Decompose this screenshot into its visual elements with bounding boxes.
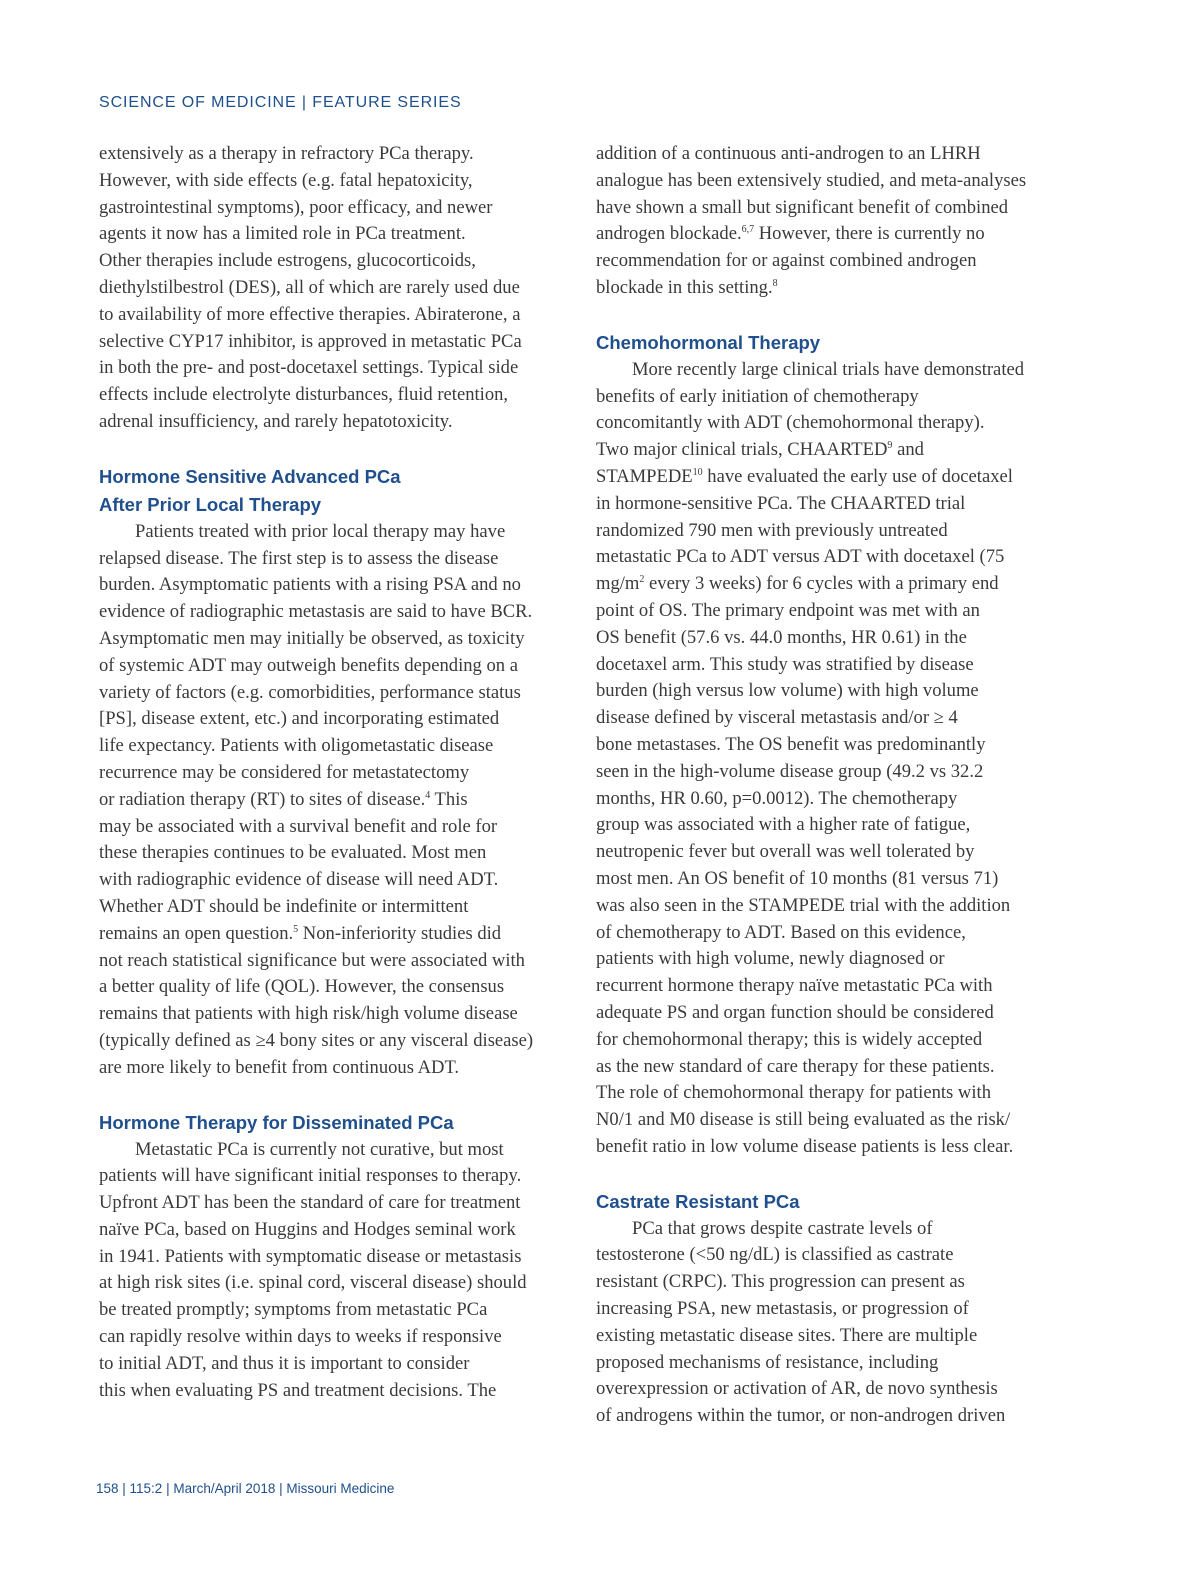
left-column	[99, 141, 575, 1404]
text-line: evidence of radiographic metastasis are said to have BCR.	[99, 601, 533, 623]
text-line: naïve PCa, based on Huggins and Hodges seminal work	[99, 1218, 516, 1240]
text-line: Other therapies include estrogens, glucocorticoids,	[99, 250, 476, 272]
citation-sup: 5	[293, 923, 299, 935]
text-line	[596, 571, 1072, 598]
text-line: point of OS. The primary endpoint was met with an	[596, 599, 980, 621]
text-line: adequate PS and organ function should be considered	[596, 1001, 994, 1023]
chemohormonal-paragraph	[596, 357, 1072, 1161]
spacer	[99, 1082, 575, 1109]
text-line: can rapidly resolve within days to weeks if responsive	[99, 1326, 502, 1348]
text-line: not reach statistical significance but were associated with	[99, 949, 525, 971]
hormone-sensitive-paragraph	[99, 519, 575, 1082]
text-line: increasing PSA, new metastasis, or progression of	[596, 1298, 969, 1320]
page-footer: 158 | 115:2 | March/April 2018 | Missouri Medicine	[96, 1481, 395, 1496]
text-line: this when evaluating PS and treatment decisions. The	[99, 1379, 497, 1401]
text-line: agents it now has a limited role in PCa treatment.	[99, 223, 466, 245]
text-line: metastatic PCa to ADT versus ADT with docetaxel (75	[596, 546, 1005, 568]
text-segment: and	[892, 439, 924, 461]
text-line: group was associated with a higher rate of fatigue,	[596, 814, 971, 836]
text-line: More recently large clinical trials have demonstrated	[632, 358, 1025, 380]
text-segment: Two major clinical trials, CHAARTED	[596, 439, 888, 461]
text-line: proposed mechanisms of resistance, including	[596, 1351, 939, 1373]
text-line: OS benefit (57.6 vs. 44.0 months, HR 0.61) in the	[596, 626, 967, 648]
text-line: effects include electrolyte disturbances, fluid retention,	[99, 384, 509, 406]
text-segment: or radiation therapy (RT) to sites of disease.	[99, 788, 426, 810]
text-segment: blockade in this setting.	[596, 276, 773, 298]
superscript: 2	[639, 573, 645, 585]
section-heading-hormone-sensitive: Hormone Sensitive Advanced PCa	[99, 465, 401, 487]
text-line: [PS], disease extent, etc.) and incorporating estimated	[99, 708, 500, 730]
text-line: Asymptomatic men may initially be observed, as toxicity	[99, 627, 525, 649]
castrate-resistant-paragraph	[596, 1216, 1072, 1430]
text-segment: remains an open question.	[99, 922, 294, 944]
text-line: gastrointestinal symptoms), poor efficacy, and newer	[99, 196, 493, 218]
text-line: burden. Asymptomatic patients with a rising PSA and no	[99, 574, 521, 596]
disseminated-paragraph	[99, 1137, 575, 1405]
text-line: patients will have significant initial responses to therapy.	[99, 1165, 522, 1187]
spacer	[596, 302, 1072, 329]
text-line: (typically defined as ≥4 bony sites or any visceral disease)	[99, 1029, 534, 1051]
text-line: selective CYP17 inhibitor, is approved in metastatic PCa	[99, 330, 522, 352]
text-segment: mg/m	[596, 573, 640, 595]
text-line: However, with side effects (e.g. fatal hepatoxicity,	[99, 169, 473, 191]
text-line: seen in the high-volume disease group (49.2 vs 32.2	[596, 760, 984, 782]
text-line: at high risk sites (i.e. spinal cord, visceral disease) should	[99, 1272, 527, 1294]
text-line: testosterone (<50 ng/dL) is classified as castrate	[596, 1244, 954, 1266]
section-heading-chemohormonal: Chemohormonal Therapy	[596, 331, 821, 353]
text-line: disease defined by visceral metastasis and/or ≥ 4	[596, 707, 958, 729]
running-header: SCIENCE OF MEDICINE | FEATURE SERIES	[99, 94, 462, 111]
text-line: for chemohormonal therapy; this is widely accepted	[596, 1028, 983, 1050]
text-line: months, HR 0.60, p=0.0012). The chemotherapy	[596, 787, 958, 809]
text-line: recommendation for or against combined androgen	[596, 250, 977, 272]
text-segment: every 3 weeks) for 6 cycles with a primary end	[644, 573, 999, 595]
text-line: remains that patients with high risk/high volume disease	[99, 1003, 518, 1025]
text-line: bone metastases. The OS benefit was predominantly	[596, 733, 986, 755]
citation-sup: 9	[887, 439, 893, 451]
text-line: overexpression or activation of AR, de novo synthesis	[596, 1378, 998, 1400]
text-line: recurrence may be considered for metastatectomy	[99, 761, 470, 783]
text-line: burden (high versus low volume) with high volume	[596, 680, 979, 702]
intro-paragraph	[596, 141, 1072, 302]
text-segment: Non-inferiority studies did	[298, 922, 502, 944]
text-line: patients with high volume, newly diagnosed or	[596, 948, 945, 970]
text-line: benefits of early initiation of chemotherapy	[596, 385, 919, 407]
spacer	[596, 1161, 1072, 1188]
text-segment: This	[430, 788, 468, 810]
section-heading-disseminated: Hormone Therapy for Disseminated PCa	[99, 1111, 454, 1133]
text-line: addition of a continuous anti-androgen to an LHRH	[596, 143, 981, 164]
text-line: extensively as a therapy in refractory PCa therapy.	[99, 143, 474, 164]
text-segment: androgen blockade.	[596, 223, 742, 245]
text-line: was also seen in the STAMPEDE trial with the addition	[596, 894, 1011, 916]
text-line	[99, 921, 575, 948]
text-line: resistant (CRPC). This progression can present as	[596, 1271, 965, 1293]
text-line: Upfront ADT has been the standard of care for treatment	[99, 1192, 521, 1214]
text-line: are more likely to benefit from continuous ADT.	[99, 1056, 460, 1078]
text-line: in both the pre- and post-docetaxel settings. Typical side	[99, 357, 519, 379]
text-line: to availability of more effective therapies. Abiraterone, a	[99, 303, 521, 325]
text-line: to initial ADT, and thus it is important to consider	[99, 1352, 470, 1374]
section-heading-castrate-resistant: Castrate Resistant PCa	[596, 1190, 800, 1212]
text-line: have shown a small but significant benefit of combined	[596, 196, 1009, 218]
right-column	[596, 141, 1072, 1430]
citation-sup: 6,7	[741, 224, 755, 236]
text-line: docetaxel arm. This study was stratified by disease	[596, 653, 974, 675]
text-line: PCa that grows despite castrate levels of	[632, 1217, 933, 1239]
citation-sup: 8	[772, 277, 778, 289]
text-segment: However, there is currently no	[754, 223, 985, 245]
text-line: relapsed disease. The first step is to assess the disease	[99, 547, 499, 569]
text-line: N0/1 and M0 disease is still being evaluated as the risk/	[596, 1109, 1011, 1131]
text-line	[596, 464, 1072, 491]
intro-paragraph	[99, 141, 575, 436]
text-line: adrenal insufficiency, and rarely hepatotoxicity.	[99, 410, 453, 432]
text-line: with radiographic evidence of disease will need ADT.	[99, 869, 499, 891]
text-line	[596, 221, 1072, 248]
text-line: most men. An OS benefit of 10 months (81 versus 71)	[596, 867, 999, 889]
text-line: as the new standard of care therapy for these patients.	[596, 1055, 995, 1077]
text-line: Whether ADT should be indefinite or intermittent	[99, 895, 469, 917]
text-line: benefit ratio in low volume disease patients is less clear.	[596, 1135, 1014, 1157]
text-line: randomized 790 men with previously untreated	[596, 519, 948, 541]
section-heading-hormone-sensitive-line2: After Prior Local Therapy	[99, 493, 322, 515]
text-line: of chemotherapy to ADT. Based on this evidence,	[596, 921, 966, 943]
text-line: diethylstilbestrol (DES), all of which are rarely used due	[99, 276, 520, 298]
text-line: these therapies continues to be evaluated. Most men	[99, 842, 487, 864]
text-line: recurrent hormone therapy naïve metastatic PCa with	[596, 975, 993, 997]
text-line: a better quality of life (QOL). However, the consensus	[99, 976, 505, 998]
text-line: The role of chemohormonal therapy for patients with	[596, 1082, 991, 1104]
text-line: may be associated with a survival benefit and role for	[99, 815, 498, 837]
citation-sup: 4	[425, 789, 431, 801]
text-line: neutropenic fever but overall was well tolerated by	[596, 841, 975, 863]
text-line: existing metastatic disease sites. There are multiple	[596, 1324, 978, 1346]
text-line: variety of factors (e.g. comorbidities, performance status	[99, 681, 521, 703]
text-line: concomitantly with ADT (chemohormonal therapy).	[596, 412, 985, 434]
text-segment: STAMPEDE	[596, 465, 693, 487]
text-line: be treated promptly; symptoms from metastatic PCa	[99, 1299, 488, 1321]
text-line	[99, 787, 575, 814]
spacer	[99, 436, 575, 463]
text-line: Metastatic PCa is currently not curative, but most	[135, 1138, 504, 1160]
text-line: of androgens within the tumor, or non-androgen driven	[596, 1405, 1006, 1427]
text-line	[596, 275, 1072, 302]
text-line: analogue has been extensively studied, and meta-analyses	[596, 169, 1027, 191]
citation-sup: 10	[692, 466, 703, 478]
text-line	[596, 437, 1072, 464]
text-line: Patients treated with prior local therapy may have	[135, 520, 506, 542]
text-line: of systemic ADT may outweigh benefits depending on a	[99, 654, 518, 676]
text-segment: have evaluated the early use of docetaxel	[702, 465, 1013, 487]
text-line: in 1941. Patients with symptomatic disease or metastasis	[99, 1245, 522, 1267]
text-line: in hormone-sensitive PCa. The CHAARTED trial	[596, 492, 966, 514]
text-line: life expectancy. Patients with oligometastatic disease	[99, 735, 494, 757]
